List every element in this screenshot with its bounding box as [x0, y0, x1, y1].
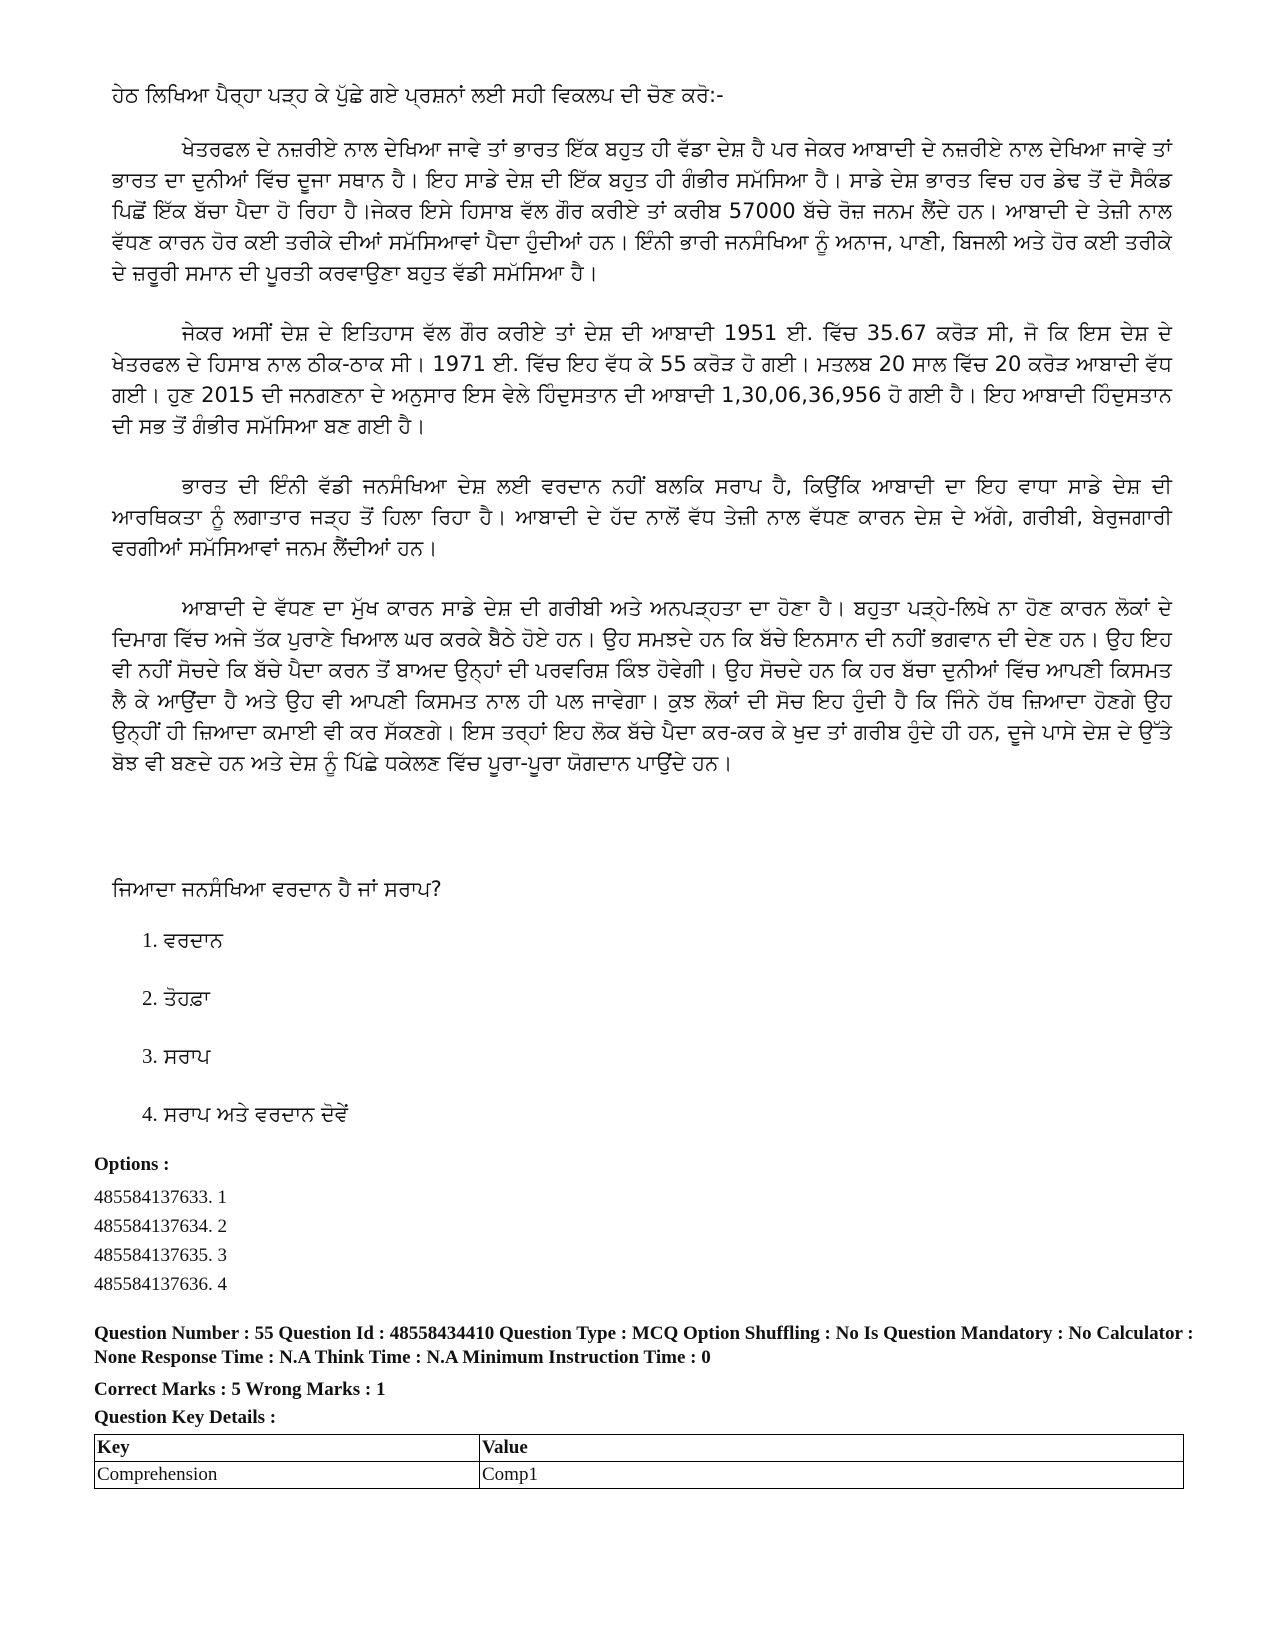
choice-number: 1.: [142, 928, 158, 952]
marks-info: Correct Marks : 5 Wrong Marks : 1: [94, 1379, 386, 1400]
choice-text: ਸਰਾਪ: [163, 1044, 211, 1068]
key-details-heading: Question Key Details :: [94, 1407, 277, 1428]
choice-number: 2.: [142, 986, 158, 1010]
choice-item: [142, 1099, 348, 1157]
choice-item: [142, 983, 348, 1041]
choice-item: [142, 1041, 348, 1099]
choice-text: ਵਰਦਾਨ: [163, 928, 223, 952]
option-id-item: 485584137634. 2: [94, 1216, 227, 1237]
option-id-item: 485584137636. 4: [94, 1274, 227, 1295]
answer-choices: [142, 925, 348, 1157]
table-cell-value: Comp1: [480, 1462, 1184, 1489]
passage-paragraph-2: ਜੇਕਰ ਅਸੀਂ ਦੇਸ਼ ਦੇ ਇਤਿਹਾਸ ਵੱਲ ਗੌਰ ਕਰੀਏ ਤਾਂ ਦੇਸ਼ ਦੀ ਆਬਾਦੀ 1951 ਈ. ਵਿੱਚ 35.67 ਕਰੋੜ ਸੀ, ਜੋ ਕਿ ਇਸ ਦੇਸ਼ ਦੇ ਖੇਤਰਫਲ ਦੇ ਹਿਸਾਬ ਨਾਲ ਠੀਕ-ਠਾਕ ਸੀ। 1971 ਈ. ਵਿੱਚ ਇਹ ਵੱਧ ਕੇ 55 ਕਰੋੜ ਹੋ ਗਈ। ਮਤਲਬ 20 ਸਾਲ ਵਿੱਚ 20 ਕਰੋੜ ਆਬਾਦੀ ਵੱਧ ਗਈ। ਹੁਣ 2015 ਦੀ ਜਨਗਣਨਾ ਦੇ ਅਨੁਸਾਰ ਇਸ ਵੇਲੇ ਹਿੰਦੁਸਤਾਨ ਦੀ ਆਬਾਦੀ 1,30,06,36,956 ਹੋ ਗਈ ਹੈ। ਇਹ ਆਬਾਦੀ ਹਿੰਦੁਸਤਾਨ ਦੀ ਸਭ ਤੋਂ ਗੰਭੀਰ ਸਮੱਸਿਆ ਬਣ ਗਈ ਹੈ।: [112, 321, 1172, 438]
table-header-value: Value: [480, 1435, 1184, 1462]
choice-text: ਤੋਹਫ਼ਾ: [163, 986, 210, 1010]
table-header-key: Key: [95, 1435, 480, 1462]
instruction-text: ਹੇਠ ਲਿਖਿਆ ਪੈਰ੍ਹਾ ਪੜ੍ਹ ਕੇ ਪੁੱਛੇ ਗਏ ਪ੍ਰਸ਼ਨਾਂ ਲਈ ਸਹੀ ਵਿਕਲਪ ਦੀ ਚੋਣ ਕਰੋ:-: [112, 83, 724, 107]
table-header-row: [95, 1435, 1184, 1462]
choice-number: 3.: [142, 1044, 158, 1068]
question-text: ਜਿਆਦਾ ਜਨਸੰਖਿਆ ਵਰਦਾਨ ਹੈ ਜਾਂ ਸਰਾਪ?: [112, 877, 442, 901]
question-info: Question Number : 55 Question Id : 48558434410 Question Type : MCQ Option Shuffling : No Is Question Mandatory : No Calculator : None Response Time : N.A Think Time : N.A Minimum Instruction Time : 0: [94, 1323, 1194, 1368]
passage-paragraph-4: ਆਬਾਦੀ ਦੇ ਵੱਧਣ ਦਾ ਮੁੱਖ ਕਾਰਨ ਸਾਡੇ ਦੇਸ਼ ਦੀ ਗਰੀਬੀ ਅਤੇ ਅਨਪੜ੍ਹਤਾ ਦਾ ਹੋਣਾ ਹੈ। ਬਹੁਤਾ ਪੜ੍ਹੇ-ਲਿਖੇ ਨਾ ਹੋਣ ਕਾਰਨ ਲੋਕਾਂ ਦੇ ਦਿਮਾਗ ਵਿੱਚ ਅਜੇ ਤੱਕ ਪੁਰਾਣੇ ਖਿਆਲ ਘਰ ਕਰਕੇ ਬੈਠੇ ਹੋਏ ਹਨ। ਉਹ ਸਮਝਦੇ ਹਨ ਕਿ ਬੱਚੇ ਇਨਸਾਨ ਦੀ ਨਹੀਂ ਭਗਵਾਨ ਦੀ ਦੇਣ ਹਨ। ਉਹ ਇਹ ਵੀ ਨਹੀਂ ਸੋਚਦੇ ਕਿ ਬੱਚੇ ਪੈਦਾ ਕਰਨ ਤੋਂ ਬਾਅਦ ਉਨ੍ਹਾਂ ਦੀ ਪਰਵਰਿਸ਼ ਕਿੰਝ ਹੋਵੇਗੀ। ਉਹ ਸੋਚਦੇ ਹਨ ਕਿ ਹਰ ਬੱਚਾ ਦੁਨੀਆਂ ਵਿੱਚ ਆਪਣੀ ਕਿਸਮਤ ਲੈ ਕੇ ਆਉਂਦਾ ਹੈ ਅਤੇ ਉਹ ਵੀ ਆਪਣੀ ਕਿਸਮਤ ਨਾਲ ਹੀ ਪਲ ਜਾਵੇਗਾ। ਕੁਝ ਲੋਕਾਂ ਦੀ ਸੋਚ ਇਹ ਹੁੰਦੀ ਹੈ ਕਿ ਜਿੰਨੇ ਹੱਥ ਜ਼ਿਆਦਾ ਹੋਣਗੇ ਉਹ ਉਨ੍ਹੀਂ ਹੀ ਜ਼ਿਆਦਾ ਕਮਾਈ ਵੀ ਕਰ ਸੱਕਣਗੇ। ਇਸ ਤਰ੍ਹਾਂ ਇਹ ਲੋਕ ਬੱਚੇ ਪੈਦਾ ਕਰ-ਕਰ ਕੇ ਖੁਦ ਤਾਂ ਗਰੀਬ ਹੁੰਦੇ ਹੀ ਹਨ, ਦੂਜੇ ਪਾਸੇ ਦੇਸ਼ ਦੇ ਉੱਤੇ ਬੋਝ ਵੀ ਬਣਦੇ ਹਨ ਅਤੇ ਦੇਸ਼ ਨੂੰ ਪਿੱਛੇ ਧਕੇਲਣ ਵਿੱਚ ਪੂਰਾ-ਪੂਰਾ ਯੋਗਦਾਨ ਪਾਉਂਦੇ ਹਨ।: [112, 596, 1172, 775]
options-heading: Options :: [94, 1154, 170, 1175]
key-details-table: [94, 1434, 1184, 1489]
table-row: [95, 1462, 1184, 1489]
passage-paragraph-1: ਖੇਤਰਫਲ ਦੇ ਨਜ਼ਰੀਏ ਨਾਲ ਦੇਖਿਆ ਜਾਵੇ ਤਾਂ ਭਾਰਤ ਇੱਕ ਬਹੁਤ ਹੀ ਵੱਡਾ ਦੇਸ਼ ਹੈ ਪਰ ਜੇਕਰ ਆਬਾਦੀ ਦੇ ਨਜ਼ਰੀਏ ਨਾਲ ਦੇਖਿਆ ਜਾਵੇ ਤਾਂ ਭਾਰਤ ਦਾ ਦੁਨੀਆਂ ਵਿੱਚ ਦੂਜਾ ਸਥਾਨ ਹੈ। ਇਹ ਸਾਡੇ ਦੇਸ਼ ਦੀ ਇੱਕ ਬਹੁਤ ਹੀ ਗੰਭੀਰ ਸਮੱਸਿਆ ਹੈ। ਸਾਡੇ ਦੇਸ਼ ਭਾਰਤ ਵਿਚ ਹਰ ਡੇਢ ਤੋਂ ਦੋ ਸੈਕੰਡ ਪਿਛੋਂ ਇੱਕ ਬੱਚਾ ਪੈਦਾ ਹੋ ਰਿਹਾ ਹੈ।ਜੇਕਰ ਇਸੇ ਹਿਸਾਬ ਵੱਲ ਗੌਰ ਕਰੀਏ ਤਾਂ ਕਰੀਬ 57000 ਬੱਚੇ ਰੋਜ਼ ਜਨਮ ਲੈਂਦੇ ਹਨ। ਆਬਾਦੀ ਦੇ ਤੇਜ਼ੀ ਨਾਲ ਵੱਧਣ ਕਾਰਨ ਹੋਰ ਕਈ ਤਰੀਕੇ ਦੀਆਂ ਸਮੱਸਿਆਵਾਂ ਪੈਦਾ ਹੁੰਦੀਆਂ ਹਨ। ਇੰਨੀ ਭਾਰੀ ਜਨਸੰਖਿਆ ਨੂੰ ਅਨਾਜ, ਪਾਣੀ, ਬਿਜਲੀ ਅਤੇ ਹੋਰ ਕਈ ਤਰੀਕੇ ਦੇ ਜ਼ਰੂਰੀ ਸਮਾਨ ਦੀ ਪੂਰਤੀ ਕਰਵਾਉਣਾ ਬਹੁਤ ਵੱਡੀ ਸਮੱਸਿਆ ਹੈ।: [112, 137, 1172, 285]
choice-text: ਸਰਾਪ ਅਤੇ ਵਰਦਾਨ ਦੋਵੇਂ: [163, 1102, 349, 1126]
options-list: [94, 1183, 1194, 1299]
choice-number: 4.: [142, 1102, 158, 1126]
choice-item: [142, 925, 348, 983]
table-cell-key: Comprehension: [95, 1462, 480, 1489]
passage-paragraph-3: ਭਾਰਤ ਦੀ ਇੰਨੀ ਵੱਡੀ ਜਨਸੰਖਿਆ ਦੇਸ਼ ਲਈ ਵਰਦਾਨ ਨਹੀਂ ਬਲਕਿ ਸਰਾਪ ਹੈ, ਕਿਉਂਕਿ ਆਬਾਦੀ ਦਾ ਇਹ ਵਾਧਾ ਸਾਡੇ ਦੇਸ਼ ਦੀ ਆਰਥਿਕਤਾ ਨੂੰ ਲਗਾਤਾਰ ਜੜ੍ਹ ਤੋਂ ਹਿਲਾ ਰਿਹਾ ਹੈ। ਆਬਾਦੀ ਦੇ ਹੱਦ ਨਾਲੋਂ ਵੱਧ ਤੇਜ਼ੀ ਨਾਲ ਵੱਧਣ ਕਾਰਨ ਦੇਸ਼ ਦੇ ਅੱਗੇ, ਗਰੀਬੀ, ਬੇਰੁਜਗਾਰੀ ਵਰਗੀਆਂ ਸਮੱਸਿਆਵਾਂ ਜਨਮ ਲੈਂਦੀਆਂ ਹਨ।: [112, 474, 1172, 560]
option-id-item: 485584137635. 3: [94, 1245, 227, 1266]
option-id-item: 485584137633. 1: [94, 1187, 227, 1208]
